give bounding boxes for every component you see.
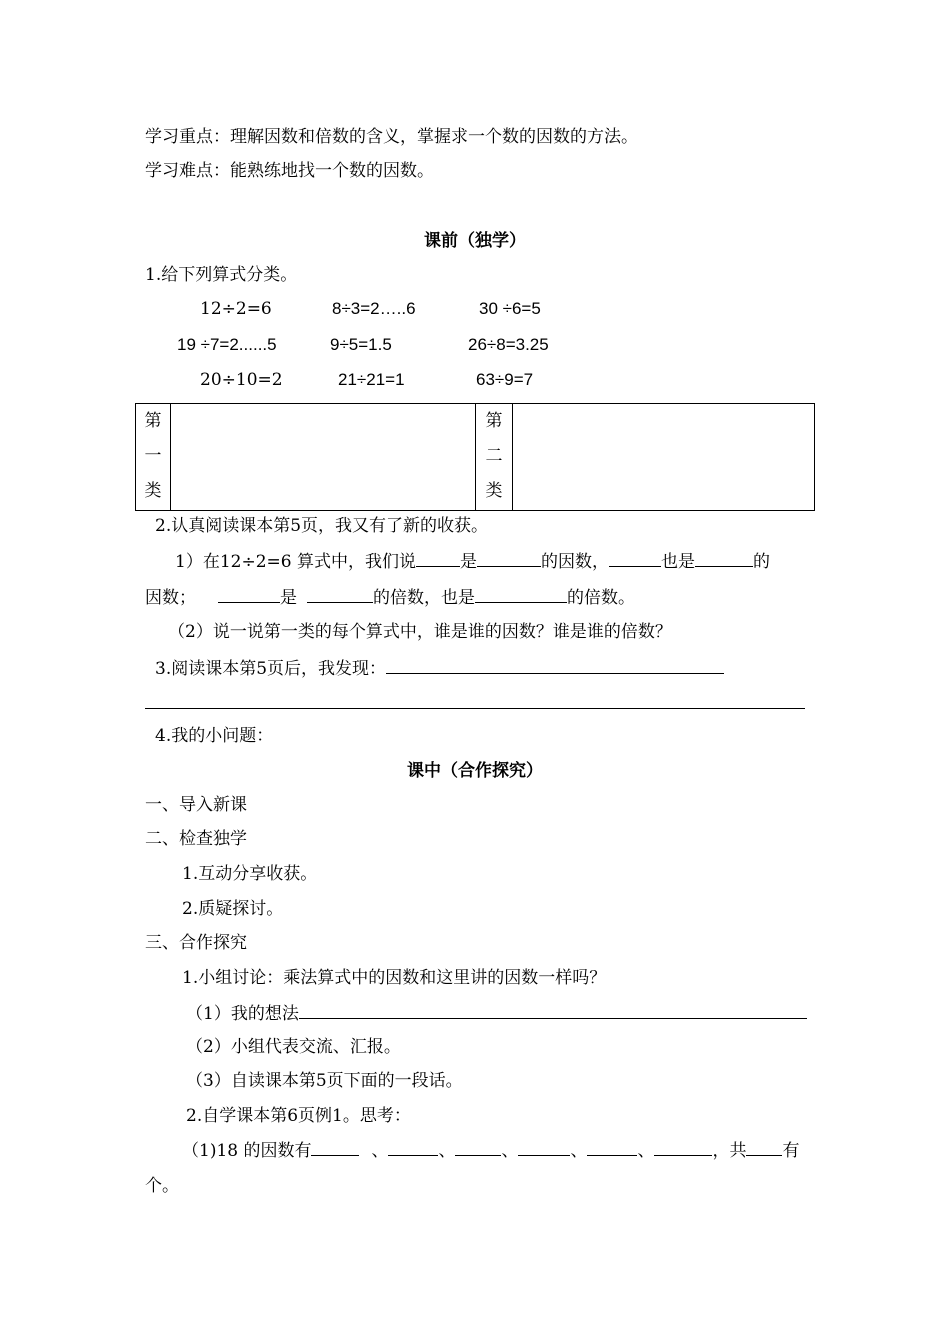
answer-blank[interactable] xyxy=(746,1139,782,1156)
section-3-item-2: 2.自学课本第6页例1。思考： xyxy=(186,1106,411,1126)
factors-of-18: （1)18 的因数有 、 、 、 、 、 ，共 有 xyxy=(182,1141,800,1161)
answer-blank[interactable] xyxy=(307,586,373,603)
self-reading: （3）自读课本第5页下面的一段话。 xyxy=(186,1071,463,1091)
classification-table xyxy=(135,403,815,511)
section-2-item-1: 1.互动分享收获。 xyxy=(182,864,318,884)
answer-blank[interactable] xyxy=(455,1139,501,1156)
pre-class-heading: 课前（独学） xyxy=(424,231,526,251)
question-2-2: （2）说一说第一类的每个算式中，谁是谁的因数？谁是谁的倍数？ xyxy=(168,622,672,642)
group-report: （2）小组代表交流、汇报。 xyxy=(186,1037,401,1057)
question-1: 1.给下列算式分类。 xyxy=(145,265,298,285)
equation: 20÷10=2 xyxy=(200,370,283,390)
answer-blank[interactable] xyxy=(416,550,460,567)
equation: 12÷2=6 xyxy=(200,299,272,319)
answer-blank[interactable] xyxy=(695,550,753,567)
answer-blank[interactable] xyxy=(518,1139,570,1156)
section-3-item-1: 1.小组讨论：乘法算式中的因数和这里讲的因数一样吗？ xyxy=(182,968,607,988)
class-2-label: 第 二 类 xyxy=(476,404,513,511)
answer-blank[interactable] xyxy=(311,1139,359,1156)
question-2: 2.认真阅读课本第5页，我又有了新的收获。 xyxy=(155,516,489,536)
answer-line[interactable] xyxy=(145,708,805,709)
answer-blank[interactable] xyxy=(299,1002,807,1019)
answer-blank[interactable] xyxy=(475,586,567,603)
my-idea: （1）我的想法 xyxy=(186,1002,807,1025)
equation: 30 ÷6=5 xyxy=(479,299,541,318)
section-2-item-2: 2.质疑探讨。 xyxy=(182,899,284,919)
class-1-answer-cell[interactable] xyxy=(171,404,476,511)
answer-blank[interactable] xyxy=(386,657,724,674)
equation: 26÷8=3.25 xyxy=(468,335,549,354)
section-2: 二、检查独学 xyxy=(145,829,247,849)
section-1: 一、导入新课 xyxy=(145,795,247,815)
learning-focus: 学习重点：理解因数和倍数的含义，掌握求一个数的因数的方法。 xyxy=(145,127,638,147)
question-2-1: 1）在12÷2=6 算式中，我们说 是 的因数， 也是 的 xyxy=(175,552,770,572)
answer-blank[interactable] xyxy=(654,1139,712,1156)
question-4: 4.我的小问题： xyxy=(155,726,274,746)
in-class-heading: 课中（合作探究） xyxy=(407,761,543,781)
equation: 19 ÷7=2......5 xyxy=(177,335,277,354)
equation: 9÷5=1.5 xyxy=(330,335,392,354)
section-3: 三、合作探究 xyxy=(145,933,247,953)
factors-of-18-cont: 个。 xyxy=(145,1176,179,1196)
answer-blank[interactable] xyxy=(587,1139,637,1156)
class-2-answer-cell[interactable] xyxy=(513,404,815,511)
equation: 63÷9=7 xyxy=(476,370,534,389)
answer-blank[interactable] xyxy=(218,586,280,603)
learning-difficulty: 学习难点：能熟练地找一个数的因数。 xyxy=(145,161,434,181)
equation: 21÷21=1 xyxy=(338,370,405,389)
equation: 8÷3=2…..6 xyxy=(332,299,416,318)
class-1-label: 第 一 类 xyxy=(136,404,171,511)
answer-blank[interactable] xyxy=(477,550,541,567)
question-2-1-cont: 因数； 是 的倍数，也是 的倍数。 xyxy=(145,588,635,608)
question-3: 3.阅读课本第5页后，我发现： xyxy=(155,657,724,680)
answer-blank[interactable] xyxy=(609,550,661,567)
answer-blank[interactable] xyxy=(388,1139,438,1156)
